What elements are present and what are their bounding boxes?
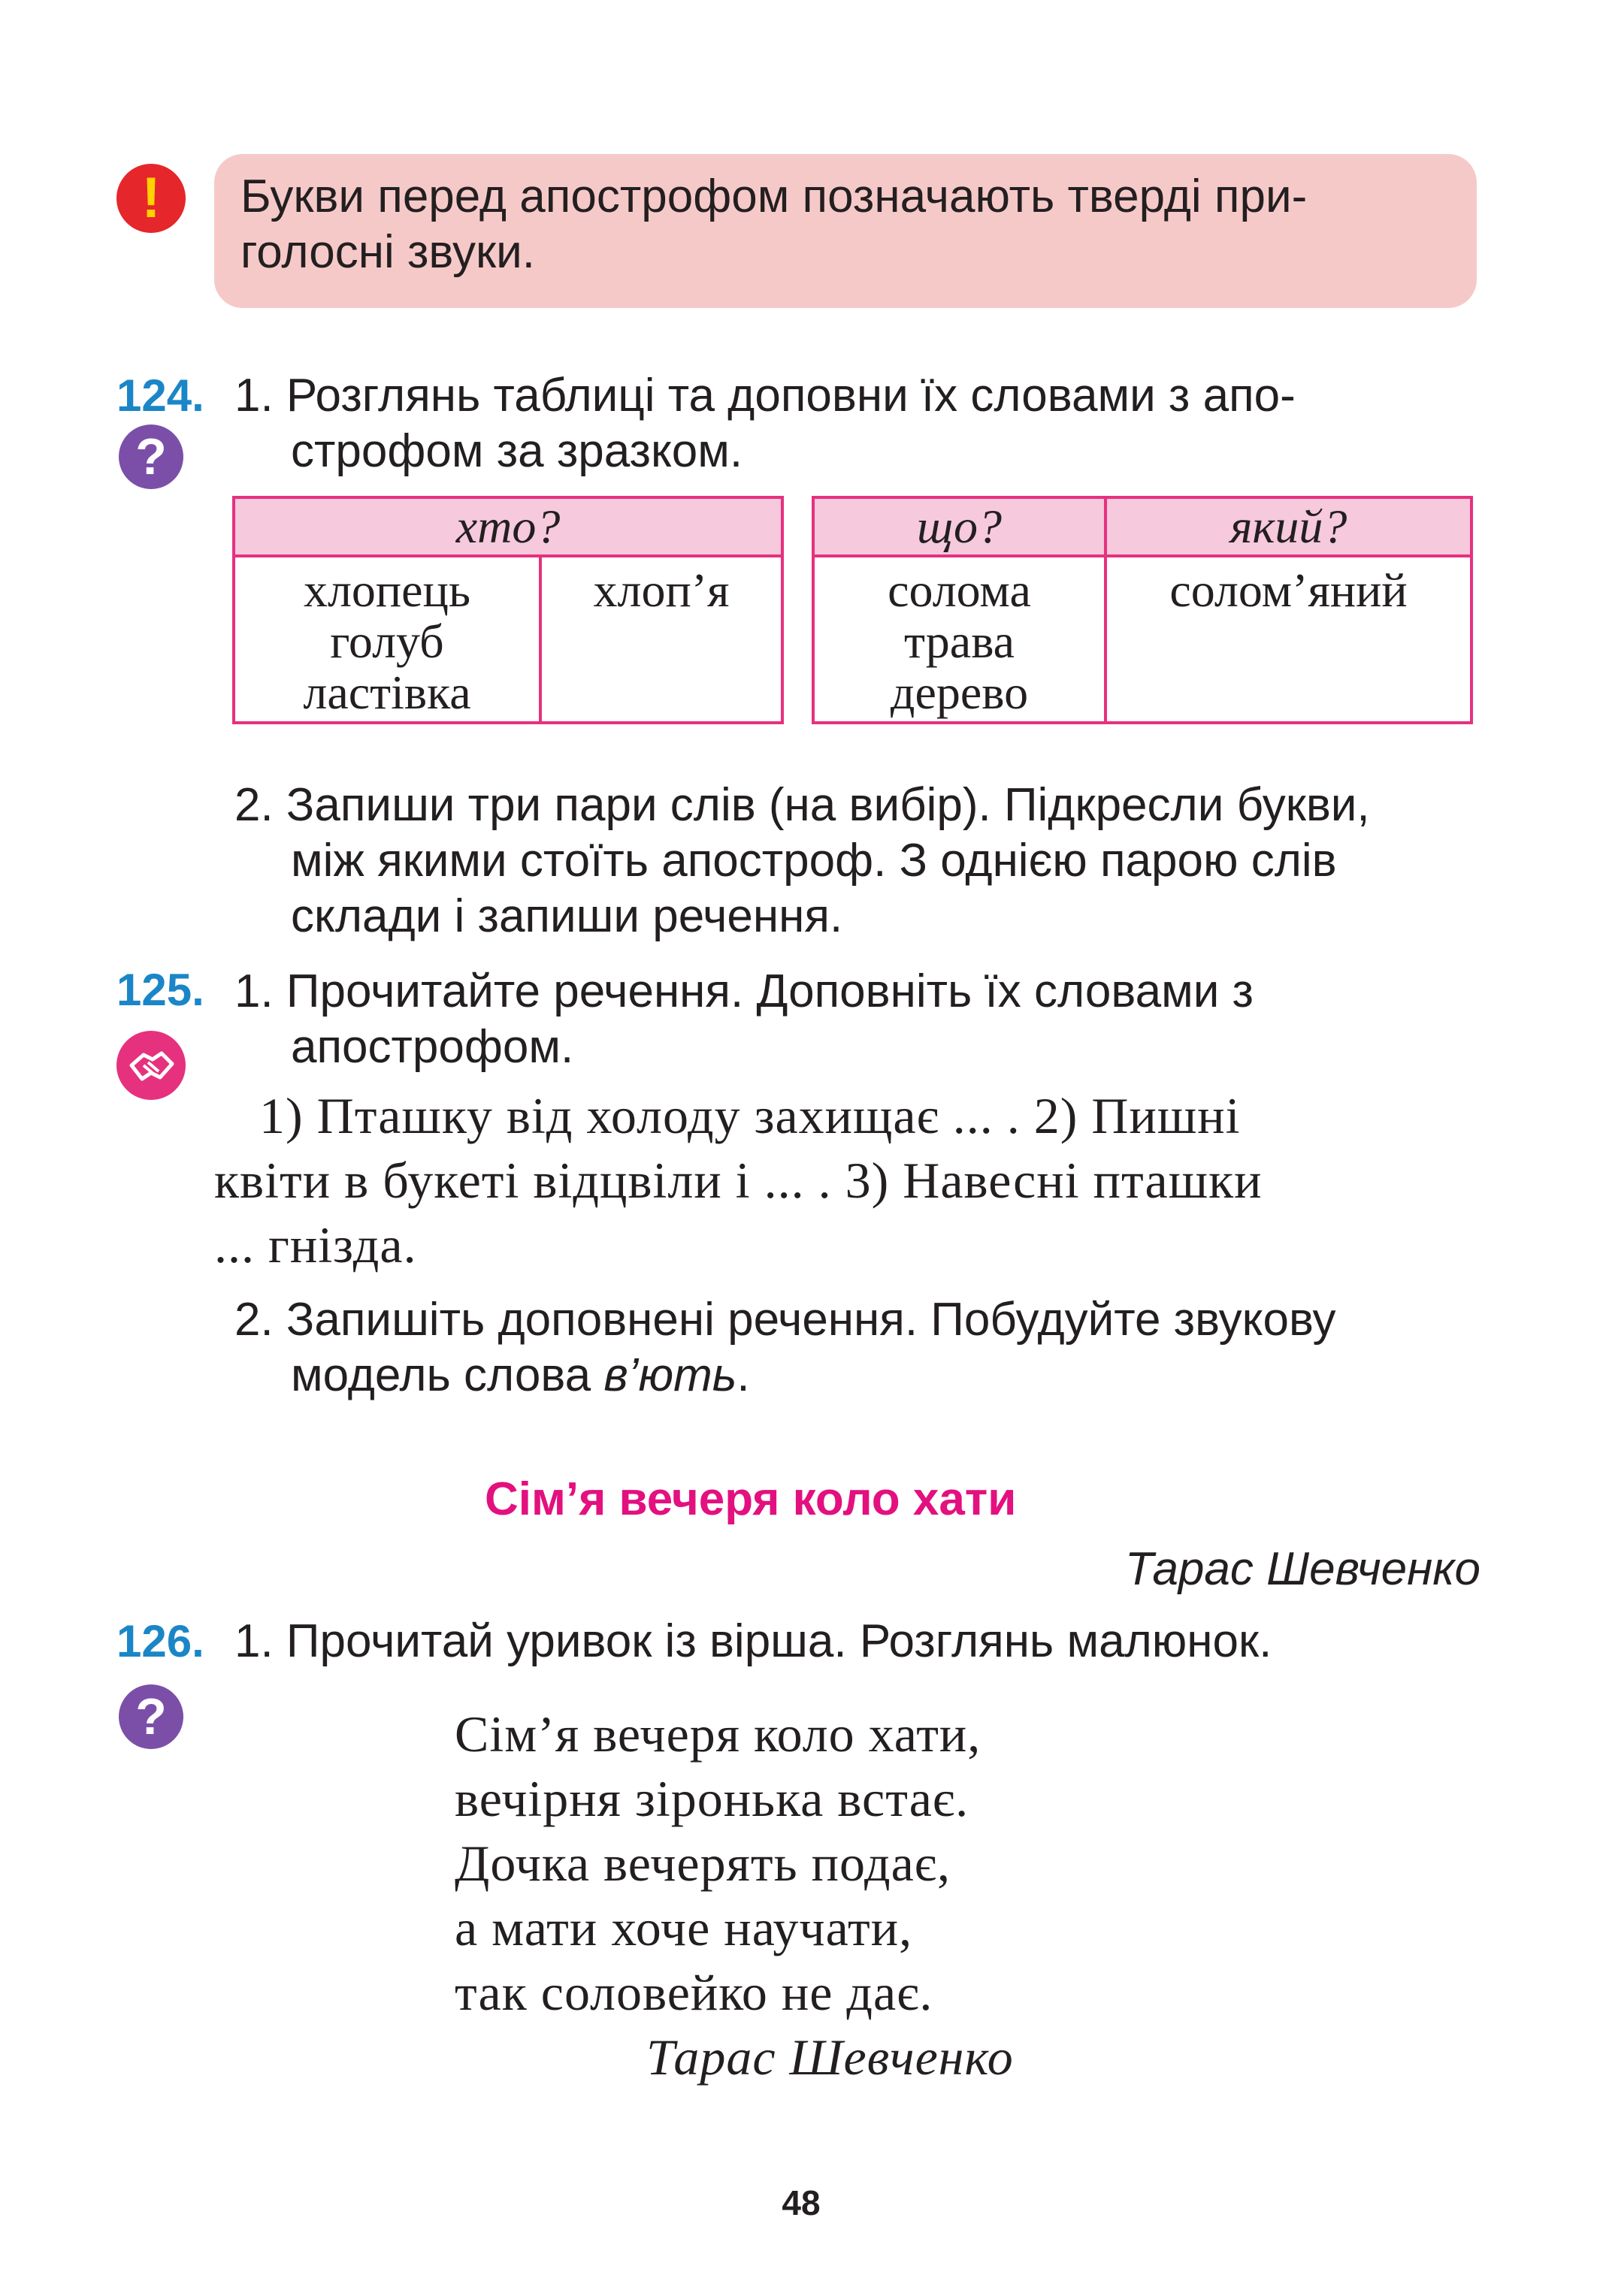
question-icon: ?: [119, 1684, 183, 1749]
exercise-125-number: 125.: [116, 965, 204, 1015]
page-number: 48: [782, 2183, 821, 2222]
handshake-glyph: [116, 1031, 186, 1100]
table-cell: солома: [888, 563, 1031, 617]
task-2-line-1: 2. Запишіть доповнені речення. Побудуйте звукову: [234, 1294, 1336, 1346]
poem: [455, 1702, 1206, 2089]
table-which-header: який?: [1105, 497, 1471, 556]
table-cell: солом’яний: [1169, 563, 1408, 617]
rule-line-1: Букви перед апострофом позначають тверді при-: [240, 171, 1308, 222]
task-2-prefix: модель слова: [291, 1349, 604, 1401]
table-which-col: [1105, 556, 1471, 723]
task-1-line-2: строфом за зразком.: [291, 425, 743, 477]
table-what-header: що?: [813, 497, 1105, 556]
rule-line-2: голосні звуки.: [240, 226, 535, 278]
exercise-124-task-2: [234, 778, 1482, 944]
rule-text: [240, 169, 1465, 280]
poem-line: Сім’я вечеря коло хати,: [455, 1705, 981, 1763]
table-cell: трава: [904, 615, 1015, 668]
exercise-124-number: 124.: [116, 370, 204, 421]
poem-line: вечірня зіронька встає.: [455, 1770, 969, 1827]
exercise-125-task-2: [234, 1292, 1482, 1403]
poem-line: а мати хоче научати,: [455, 1899, 913, 1956]
task-2-suffix: .: [736, 1349, 750, 1401]
table-cell: голуб: [330, 615, 444, 668]
question-icon: ?: [119, 424, 183, 489]
task-2-line-1: 2. Запиши три пари слів (на вибір). Підкресли букви,: [234, 779, 1370, 831]
exercise-126-number: 126.: [116, 1616, 204, 1666]
table-cell: ластівка: [303, 666, 471, 719]
table-cell: хлоп’я: [593, 563, 730, 617]
task-2-line-2: [234, 1348, 1482, 1403]
exercise-125-task-1: [234, 964, 1482, 1075]
table-cell: дерево: [890, 666, 1029, 719]
exclamation-icon: !: [116, 164, 186, 233]
poem-line: так соловейко не дає.: [455, 1964, 933, 2021]
poem-line: Дочка вечерять подає,: [455, 1835, 951, 1892]
table-who-header: хто?: [234, 497, 782, 556]
exercise-124-task-1: [234, 368, 1482, 479]
task-1-line-1: 1. Розглянь таблиці та доповни їх словами з апо-: [234, 370, 1296, 421]
sentence-line-2: квіти в букеті відцвіли і ... . 3) Навесні пташки: [214, 1152, 1263, 1209]
handshake-icon: [116, 1031, 186, 1100]
task-2-word: в’ють: [603, 1349, 737, 1401]
task-1-line-1: 1. Прочитайте речення. Доповніть їх словами з: [234, 965, 1254, 1017]
section-author: Тарас Шевченко: [1124, 1543, 1481, 1595]
table-what-col: [813, 556, 1105, 723]
sentence-line-1: 1) Пташку від холоду захищає ... . 2) Пишні: [259, 1087, 1241, 1144]
poem-author: Тарас Шевченко: [646, 2029, 1014, 2086]
task-2-line-2: між якими стоїть апостроф. З однією парою слів: [291, 835, 1337, 887]
table-who: [232, 496, 784, 724]
table-who-col-2: [540, 556, 782, 723]
table-cell: хлопець: [303, 563, 471, 617]
table-what-which: [812, 496, 1473, 724]
task-1-line-2: апострофом.: [291, 1021, 574, 1073]
exercise-126-task-1: 1. Прочитай уривок із вірша. Розглянь малюнок.: [234, 1615, 1272, 1667]
task-2-line-3: склади і запиши речення.: [291, 890, 843, 942]
section-title: Сім’я вечеря коло хати: [485, 1473, 1017, 1525]
table-who-col-1: [234, 556, 540, 723]
sentence-line-3: ... гнізда.: [214, 1216, 417, 1273]
exercise-125-sentences: [214, 1083, 1484, 1277]
